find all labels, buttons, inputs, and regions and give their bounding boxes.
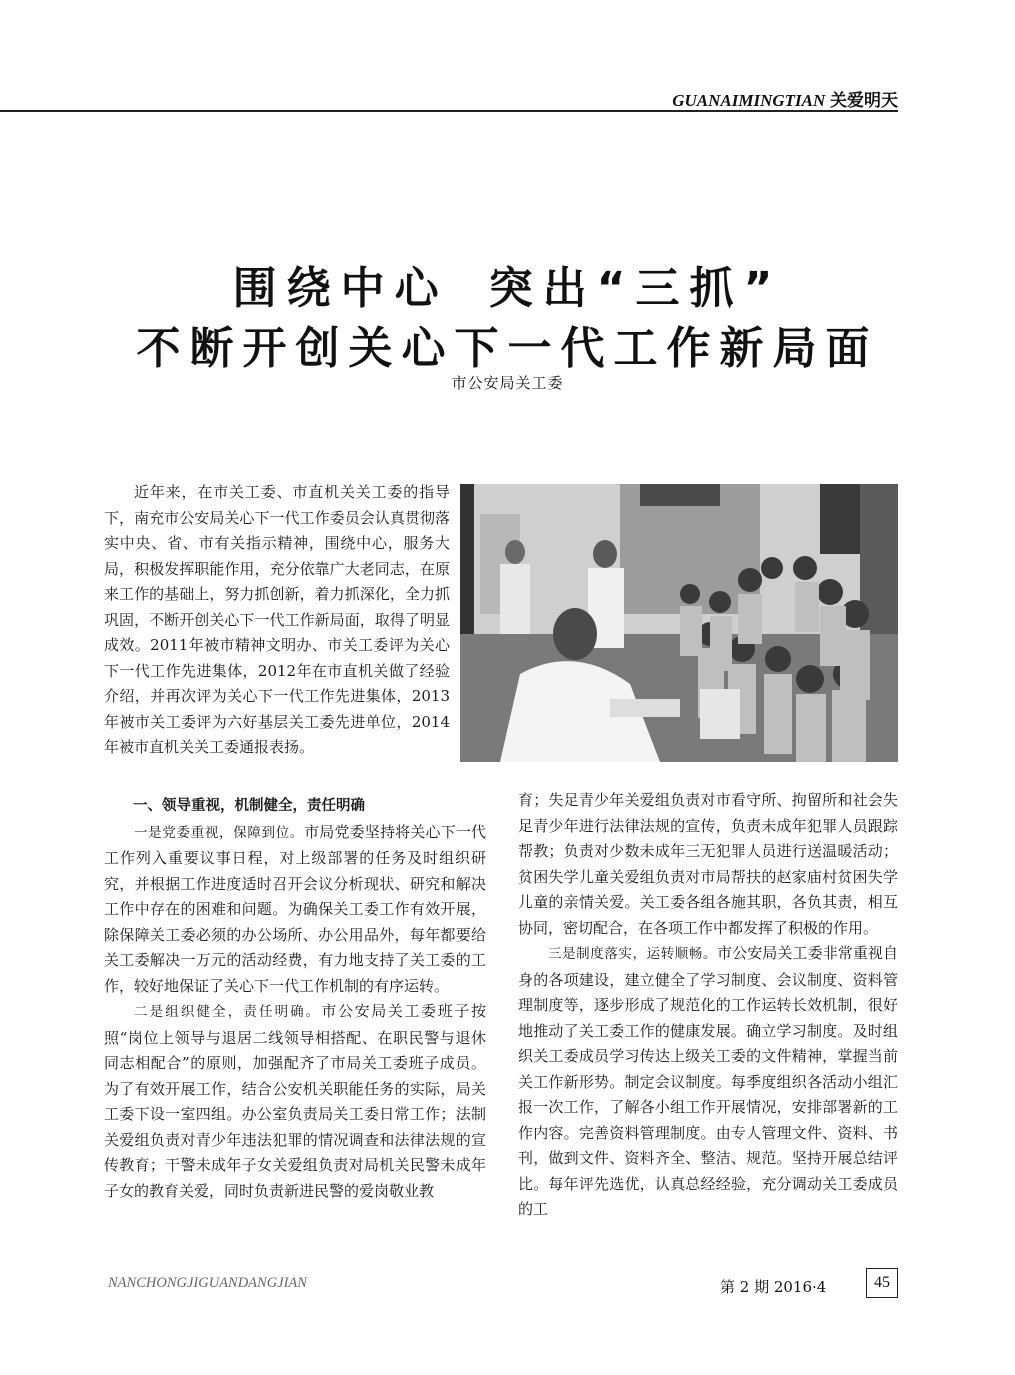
article-title-line2: 不断开创关心下一代工作新局面	[136, 323, 879, 374]
paragraph-1-lead: 一是党委重视，保障到位。	[134, 824, 305, 841]
header-rule	[0, 110, 898, 112]
article-photo	[460, 484, 898, 762]
right-column	[518, 788, 898, 1223]
intro-column	[104, 480, 450, 761]
journal-section-brand	[672, 86, 898, 111]
left-column	[104, 794, 486, 1204]
photo-illustration	[460, 484, 898, 762]
title-part-b: 突出“三抓”	[488, 263, 783, 314]
paragraph-1-body: 市局党委坚持将关心下一代工作列入重要议事日程，对上级部署的任务及时组织研究，并根据工作进度适时召开会议分析现状、研究和解决工作中存在的困难和问题。为确保关工委工作有效开展，除保障关工委必须的办公场所、办公用品外，每年都要给关工委解决一万元的活动经费，有力地支持了关工委的工作，较好地保证了关心下一代工作机制的有序运转。	[104, 822, 487, 995]
footer-issue: 第 2 期 2016·4	[720, 1278, 827, 1296]
intro-paragraph: 近年来，在市关工委、市直机关关工委的指导下，南充市公安局关心下一代工作委员会认真贯彻落实中央、省、市有关指示精神，围绕中心，服务大局，积极发挥职能作用，充分依靠广大老同志，在原来工作的基础上，努力抓创新，着力抓深化，全力抓巩固，不断开创关心下一代工作新局面，取得了明显成效。2011年被市精神文明办、市关工委评为关心下一代工作先进集体，2012年在市直机关做了经验介绍，并再次评为关心下一代工作先进集体，2013年被市关工委评为六好基层关工委先进单位，2014年被市直机关关工委通报表扬。	[104, 483, 450, 756]
title-part-a: 围绕中心	[232, 263, 449, 314]
paragraph-2-body: 市公安局关工委班子按照“岗位上领导与退居二线领导相搭配、在职民警与退休同志相配合”的原则，加强配齐了市局关工委班子成员。为了有效开展工作，结合公安机关职能任务的实际，局关工委下设一室四组。办公室负责局关工委日常工作；法制关爱组负责对青少年违法犯罪的情况调查和法律法规的宣传教育；干警未成年子女关爱组负责对局机关民警未成年子女的教育关爱，同时负责新进民警的爱岗敬业教	[104, 1002, 486, 1200]
paragraph-3	[518, 941, 898, 1223]
paragraph-3-body: 市公安局关工委非常重视自身的各项建设，建立健全了学习制度、会议制度、资料管理制度等，逐步形成了规范化的工作运转长效机制，很好地推动了关工委工作的健康发展。确立学习制度。及时组织关工委成员学习传达上级关工委的文件精神，掌握当前关工作新形势。制定会议制度。每季度组织各活动小组汇报一次工作，了解各小组工作开展情况，安排部署新的工作内容。完善资料管理制度。由专人管理文件、资料、书刊，做到文件、资料齐全、整洁、规范。坚持开展总结评比。每年评先选优，认真总经经验，充分调动关工委成员的工	[518, 944, 898, 1218]
brand-chinese: 关爱明天	[830, 91, 898, 110]
paragraph-2-lead: 二是组织健全，责任明确。	[134, 1004, 322, 1020]
section-heading: 一、领导重视，机制健全，责任明确	[133, 798, 365, 814]
paragraph-2	[104, 999, 486, 1204]
footer-journal-name: NANCHONGJIGUANDANGJIAN	[108, 1275, 307, 1291]
page-number: 45	[866, 1268, 898, 1298]
article-author: 市公安局关工委	[451, 374, 564, 392]
brand-english: GUANAIMINGTIAN	[672, 91, 826, 110]
paragraph-1	[104, 820, 486, 1000]
article-title-line1	[0, 252, 1015, 316]
paragraph-2-continued: 育；失足青少年关爱组负责对市看守所、拘留所和社会失足青少年进行法律法规的宣传，负责未成年犯罪人员跟踪帮教；负责对少数未成年三无犯罪人员进行送温暖活动；贫困失学儿童关爱组负责对市局帮扶的赵家庙村贫困失学儿童的亲情关爱。关工委各组各施其职，各负其责，相互协同，密切配合，在各项工作中都发挥了积极的作用。	[518, 791, 898, 937]
paragraph-3-lead: 三是制度落实，运转顺畅。	[548, 946, 718, 962]
